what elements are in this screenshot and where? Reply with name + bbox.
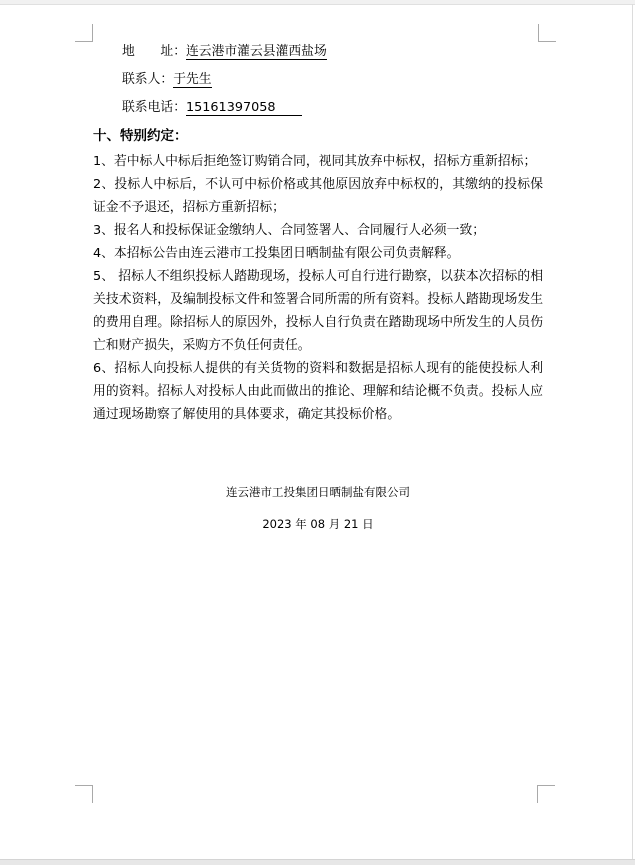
phone-value: 15161397058 (186, 100, 302, 116)
contact-address-line (122, 38, 543, 66)
margin-crop-mark-top-left-icon (75, 24, 93, 42)
page-right-edge-line (632, 4, 633, 859)
signature-company: 连云港市工投集团日晒制盐有限公司 (226, 485, 410, 499)
clause-item-4: 4、本招标公告由连云港市工投集团日晒制盐有限公司负责解释。 (93, 246, 460, 261)
signature-date: 2023 年 08 月 21 日 (262, 517, 374, 531)
clause-item-3: 3、报名人和投标保证金缴纳人、合同签署人、合同履行人必须一致； (93, 223, 486, 238)
page-bottom-edge-band (0, 859, 635, 865)
clause-item-1: 1、若中标人中标后拒绝签订购销合同，视同其放弃中标权，招标方重新招标； (93, 154, 537, 169)
margin-crop-mark-bottom-right-icon (537, 785, 555, 803)
clause-item-6: 6、招标人向投标人提供的有关货物的资料和数据是招标人现有的能使投标人利用的资料。招标人对投标人由此而做出的推论、理解和结论概不负责。投标人应通过现场勘察了解使用的具体要求，确定其投标价格。 (93, 361, 543, 422)
document-body (93, 38, 543, 536)
address-label: 地 址： (122, 44, 186, 59)
contact-phone-line (122, 94, 543, 122)
clause-item-2: 2、投标人中标后，不认可中标价格或其他原因放弃中标权的，其缴纳的投标保证金不予退还，招标方重新招标； (93, 177, 543, 215)
contact-block (93, 38, 543, 122)
margin-crop-mark-bottom-left-icon (75, 785, 93, 803)
clause-item-5: 5、 招标人不组织投标人踏勘现场，投标人可自行进行勘察，以获本次招标的相关技术资料，及编制投标文件和签署合同所需的所有资料。投标人踏勘现场发生的费用自理。除招标人的原因外，投标人自行负责在踏勘现场中所发生的人员伤亡和财产损失，采购方不负任何责任。 (93, 269, 543, 353)
contact-person-line (122, 66, 543, 94)
contact-person-value: 于先生 (173, 72, 212, 87)
phone-label: 联系电话： (122, 100, 186, 115)
address-value: 连云港市灌云县灌西盐场 (185, 44, 327, 59)
contact-person-label: 联系人： (122, 72, 174, 87)
page-top-edge-band (0, 0, 635, 5)
section-heading: 十、特别约定： (93, 128, 188, 144)
